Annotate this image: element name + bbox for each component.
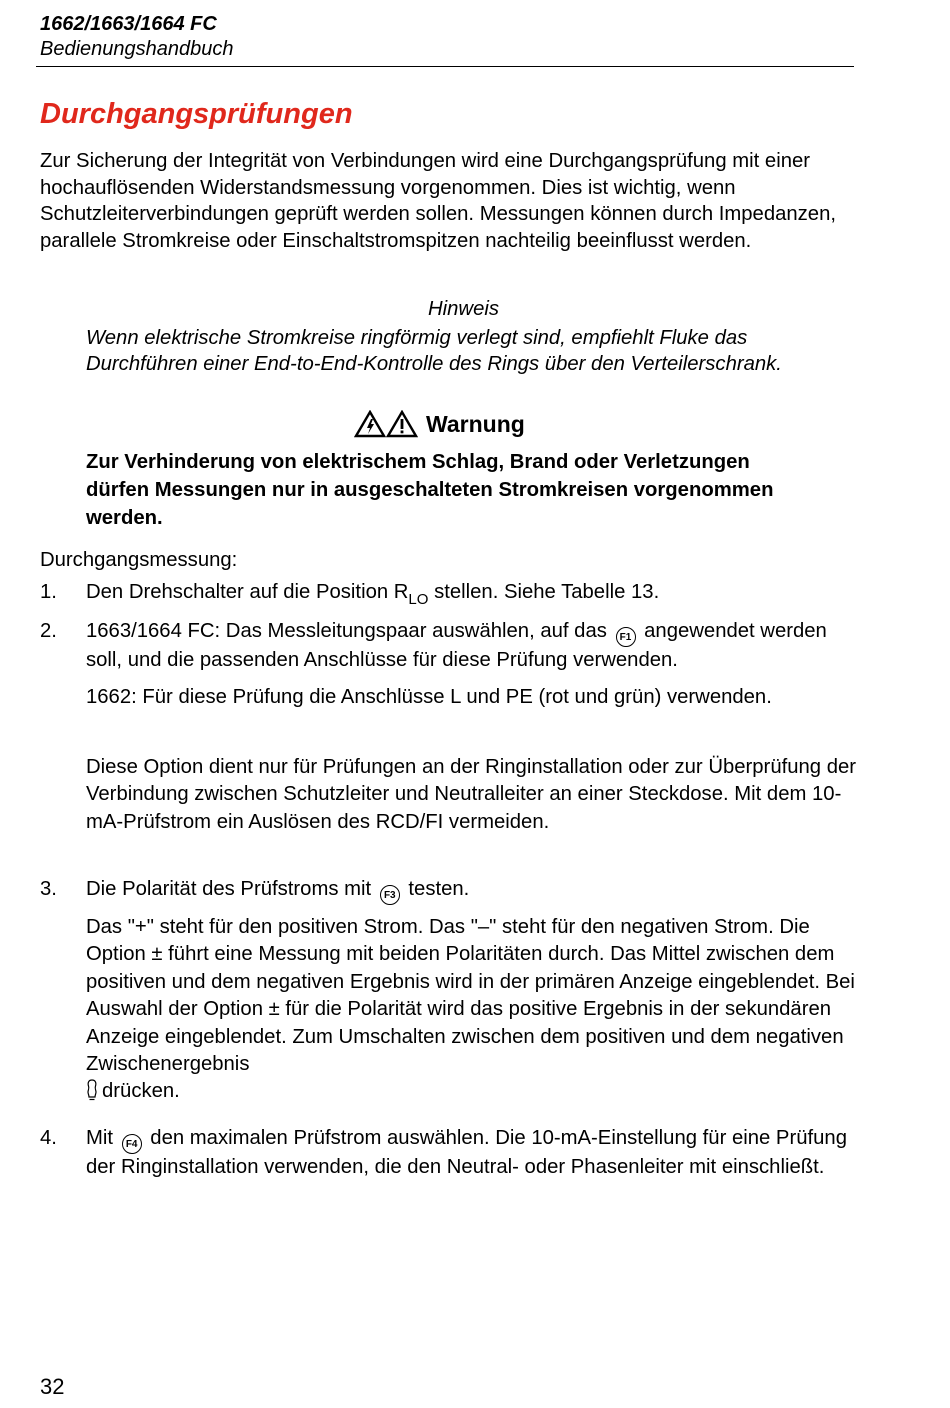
- step-2-text-a: 1663/1664 FC: Das Messleitungspaar auswählen, auf das: [86, 620, 613, 642]
- step-2-paragraph-2: 1662: Für diese Prüfung die Anschlüsse L und PE (rot und grün) verwenden.: [86, 686, 772, 708]
- header-model: 1662/1663/1664 FC: [40, 13, 217, 35]
- step-1-number: 1.: [40, 581, 57, 603]
- caution-icon: [386, 410, 418, 438]
- toggle-result-icon: [86, 1079, 98, 1101]
- step-4-text: [86, 1125, 856, 1181]
- electric-hazard-icon: [354, 410, 386, 438]
- step-3-text-b: testen.: [402, 878, 470, 900]
- step-1-text-b: stellen. Siehe Tabelle 13.: [428, 581, 660, 603]
- step-1-text: [86, 579, 856, 613]
- warning-heading: [354, 408, 525, 440]
- step-4-number: 4.: [40, 1127, 57, 1149]
- header-subtitle: Bedienungshandbuch: [40, 38, 234, 60]
- step-3-number: 3.: [40, 878, 57, 900]
- f1-key-icon: F1: [616, 627, 636, 647]
- f3-key-icon: F3: [380, 885, 400, 905]
- note-block: [86, 296, 850, 322]
- step-2-text-b: angewendet werden soll, und die passenden Anschlüsse für diese Prüfung verwenden.: [86, 620, 827, 671]
- f4-key-icon: F4: [122, 1134, 142, 1154]
- warning-text: Zur Verhinderung von elektrischem Schlag, Brand oder Verletzungen dürfen Messungen nur in ausgeschalteten Stromkreisen vorgenommen werden.: [86, 451, 774, 529]
- step-2-number: 2.: [40, 620, 57, 642]
- step-1-text-a: Den Drehschalter auf die Position R: [86, 581, 409, 603]
- step-3-text-a: Die Polarität des Prüfstroms mit: [86, 878, 377, 900]
- rlo-subscript: LO: [408, 591, 429, 608]
- step-2-paragraph-3: Diese Option dient nur für Prüfungen an der Ringinstallation oder zur Überprüfung der Verbindung zwischen Schutzleiter und Neutralleiter an einer Steckdose. Mit dem 10-mA-Prüfstrom ein Auslösen des RCD/FI vermeiden.: [86, 756, 857, 833]
- procedure-label: Durchgangsmessung:: [40, 549, 238, 571]
- page-number: 32: [40, 1374, 65, 1399]
- step-4-text-a: Mit: [86, 1127, 119, 1149]
- step-4-text-b: den maximalen Prüfstrom auswählen. Die 10-mA-Einstellung für eine Prüfung der Ringinstallation verwenden, die den Neutral- oder Phasenleiter mit einschließt.: [86, 1127, 847, 1178]
- step-3-paragraph-2-text: Das "+" steht für den positiven Strom. Das "–" steht für den negativen Strom. Die Option ± führt eine Messung mit beiden Polaritäten durch. Das Mittel zwischen dem positiven und dem negativen Ergebnis wird in der primären Anzeige eingeblendet. Bei Auswahl der Option ± für die Polarität wird das positive Ergebnis in der sekundären Anzeige eingeblendet. Zum Umschalten zwischen dem positiven und dem negativen Zwischenergebnis: [86, 916, 855, 1076]
- step-2-text: [86, 618, 856, 674]
- step-3-paragraph-2-end: drücken.: [102, 1080, 180, 1103]
- note-text: Wenn elektrische Stromkreise ringförmig verlegt sind, empfiehlt Fluke das Durchführen einer End-to-End-Kontrolle des Rings über den Verteilerschrank.: [86, 327, 782, 376]
- page-header: [40, 12, 854, 62]
- intro-paragraph: Zur Sicherung der Integrität von Verbindungen wird eine Durchgangsprüfung mit einer hochauflösenden Widerstandsmessung vorgenommen. Dies ist wichtig, wenn Schutzleiterverbindungen geprüft werden sollen. Messungen können durch Impedanzen, parallele Stromkreise oder Einschaltstromspitzen nachteilig beeinflusst werden.: [40, 150, 836, 252]
- section-title: Durchgangsprüfungen: [40, 98, 353, 130]
- note-label: Hinweis: [428, 298, 500, 320]
- warning-title: Warnung: [426, 410, 525, 437]
- step-3-paragraph-2: [86, 914, 856, 1106]
- step-3-text: [86, 876, 856, 905]
- header-divider: [36, 66, 854, 67]
